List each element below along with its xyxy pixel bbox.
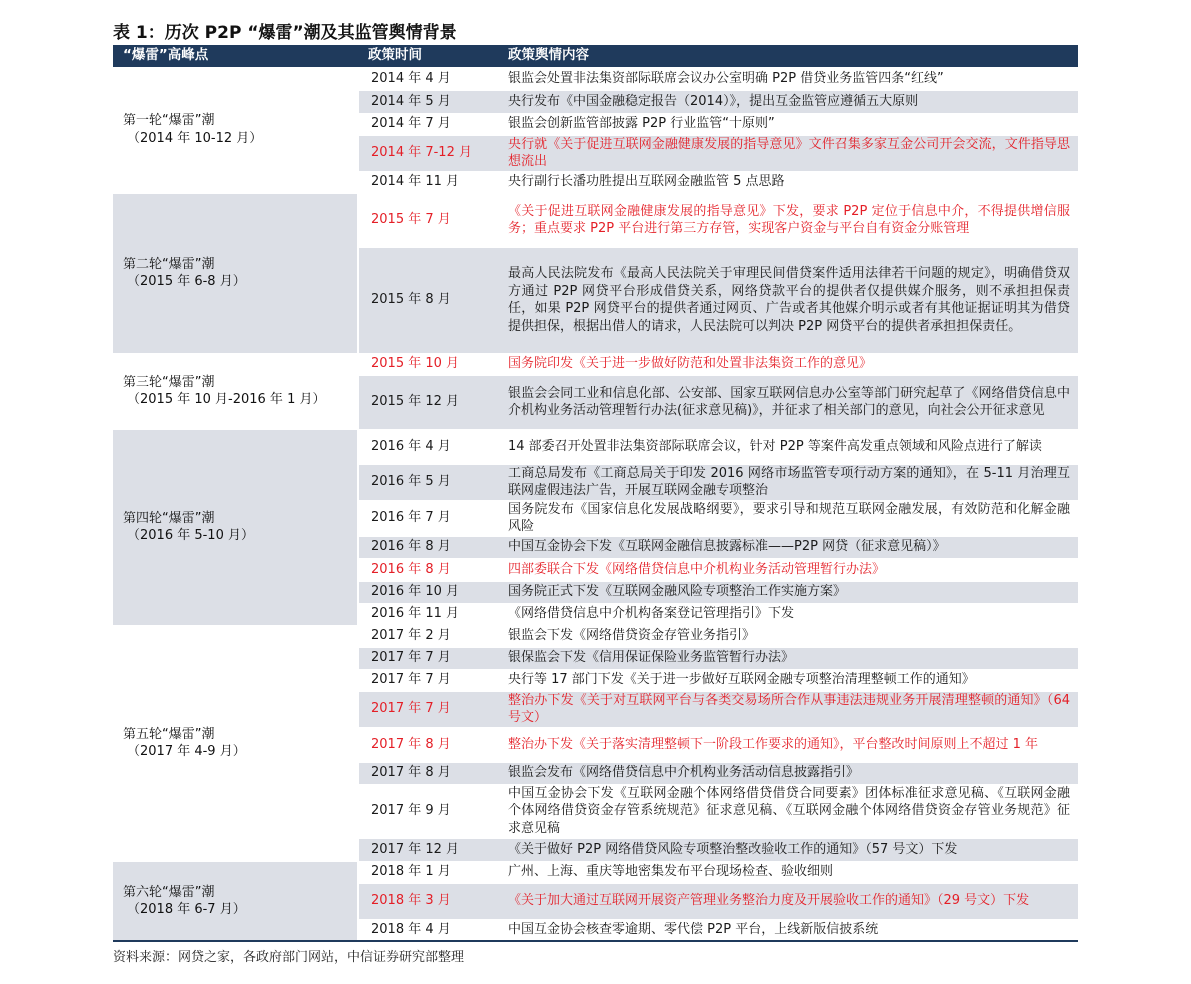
policy-time: 2018 年 1 月: [358, 861, 498, 883]
policy-content: 工商总局发布《工商总局关于印发 2016 网络市场监管专项行动方案的通知》，在 5-11 月治理互联网虚假违法广告，开展互联网金融专项整治: [498, 464, 1078, 500]
policy-time: 2017 年 2 月: [358, 625, 498, 647]
round-cell: [113, 861, 358, 941]
policy-content: 广州、上海、重庆等地密集发布平台现场检查、验收细则: [498, 861, 1078, 883]
policy-content: 整治办下发《关于落实清理整顿下一阶段工作要求的通知》，平台整改时间原则上不超过 1 年: [498, 727, 1078, 762]
round-period: （2017 年 4-9 月）: [127, 744, 246, 759]
policy-content: 整治办下发《关于对互联网平台与各类交易场所合作从事违法违规业务开展清理整顿的通知》（64 号文）: [498, 691, 1078, 727]
round-label: 第一轮“爆雷”潮: [123, 113, 215, 129]
policy-content: 银监会会同工业和信息化部、公安部、国家互联网信息办公室等部门研究起草了《网络借贷信息中介机构业务活动管理暂行办法(征求意见稿)》，并征求了相关部门的意见，向社会公开征求意见: [498, 375, 1078, 429]
policy-time: 2016 年 8 月: [358, 536, 498, 558]
policy-content: 《网络借贷信息中介机构备案登记管理指引》下发: [498, 603, 1078, 625]
bottom-rule: [113, 940, 1078, 942]
table-row: [113, 353, 1078, 375]
policy-time: 2014 年 7 月: [358, 113, 498, 135]
table-body: [113, 67, 1078, 941]
policy-content: 银监会处置非法集资部际联席会议办公室明确 P2P 借贷业务监管四条“红线”: [498, 67, 1078, 90]
policy-content: 国务院正式下发《互联网金融风险专项整治工作实施方案》: [498, 581, 1078, 603]
round-label: 第四轮“爆雷”潮: [123, 510, 215, 526]
policy-time: 2016 年 5 月: [358, 464, 498, 500]
policy-time: 2015 年 12 月: [358, 375, 498, 429]
round-period: （2014 年 10-12 月）: [127, 130, 263, 146]
policy-content: 银保监会下发《信用保证保险业务监管暂行办法》: [498, 647, 1078, 669]
table-header-row: [113, 45, 1078, 67]
policy-content: 央行发布《中国金融稳定报告（2014）》，提出互金监管应遵循五大原则: [498, 90, 1078, 113]
policy-time: 2016 年 7 月: [358, 500, 498, 536]
table-row: [113, 67, 1078, 90]
policy-content: 四部委联合下发《网络借贷信息中介机构业务活动管理暂行办法》: [498, 558, 1078, 581]
policy-time: 2014 年 5 月: [358, 90, 498, 113]
round-label: 第三轮“爆雷”潮: [123, 374, 215, 390]
policy-time: 2017 年 12 月: [358, 838, 498, 861]
policy-time: 2016 年 8 月: [358, 558, 498, 581]
policy-time: 2014 年 7-12 月: [358, 135, 498, 171]
round-cell: [113, 625, 358, 861]
table-title: 表 1：历次 P2P “爆雷”潮及其监管舆情背景: [113, 23, 457, 43]
policy-content: 中国互金协会核查零逾期、零代偿 P2P 平台，上线新版信披系统: [498, 919, 1078, 941]
policy-content: 央行副行长潘功胜提出互联网金融监管 5 点思路: [498, 171, 1078, 193]
round-label: 第二轮“爆雷”潮: [123, 256, 215, 272]
policy-content: 银监会发布《网络借贷信息中介机构业务活动信息披露指引》: [498, 762, 1078, 784]
policy-time: 2017 年 7 月: [358, 691, 498, 727]
policy-time: 2017 年 7 月: [358, 647, 498, 669]
policy-time: 2014 年 4 月: [358, 67, 498, 90]
policy-time: 2014 年 11 月: [358, 171, 498, 193]
policy-content: 银监会创新监管部披露 P2P 行业监管“十原则”: [498, 113, 1078, 135]
table-row: [113, 625, 1078, 647]
round-period: （2015 年 10 月-2016 年 1 月）: [127, 392, 326, 407]
policy-time: 2017 年 8 月: [358, 762, 498, 784]
policy-content: 央行等 17 部门下发《关于进一步做好互联网金融专项整治清理整顿工作的通知》: [498, 669, 1078, 691]
round-cell: [113, 353, 358, 429]
policy-time: 2015 年 10 月: [358, 353, 498, 375]
policy-content: 银监会下发《网络借贷资金存管业务指引》: [498, 625, 1078, 647]
policy-content: 《关于加大通过互联网开展资产管理业务整治力度及开展验收工作的通知》（29 号文）下发: [498, 883, 1078, 919]
policy-time: 2016 年 11 月: [358, 603, 498, 625]
round-period: （2016 年 5-10 月）: [127, 528, 254, 543]
round-cell: [113, 67, 358, 193]
policy-time: 2017 年 8 月: [358, 727, 498, 762]
policy-content: 《关于做好 P2P 网络借贷风险专项整治整改验收工作的通知》（57 号文）下发: [498, 838, 1078, 861]
table-row: [113, 193, 1078, 247]
policy-time: 2017 年 7 月: [358, 669, 498, 691]
table-row: [113, 429, 1078, 464]
policy-content: 央行就《关于促进互联网金融健康发展的指导意见》文件召集多家互金公司开会交流，文件指导思想流出: [498, 135, 1078, 171]
policy-content: 国务院发布《国家信息化发展战略纲要》，要求引导和规范互联网金融发展，有效防范和化解金融风险: [498, 500, 1078, 536]
policy-content: 国务院印发《关于进一步做好防范和处置非法集资工作的意见》: [498, 353, 1078, 375]
round-label: 第五轮“爆雷”潮: [123, 726, 215, 742]
policy-time: 2016 年 10 月: [358, 581, 498, 603]
policy-time: 2015 年 8 月: [358, 247, 498, 353]
policy-time: 2016 年 4 月: [358, 429, 498, 464]
round-period: （2018 年 6-7 月）: [127, 902, 246, 917]
round-cell: [113, 429, 358, 625]
policy-content: 中国互金协会下发《互联网金融个体网络借贷借贷合同要素》团体标准征求意见稿、《互联网金融个体网络借贷资金存管系统规范》征求意见稿、《互联网金融个体网络借贷资金存管业务规范》征求意见稿: [498, 784, 1078, 838]
policy-table: [113, 45, 1078, 942]
source-note: 资料来源：网贷之家，各政府部门网站，中信证券研究部整理: [113, 950, 465, 965]
policy-time: 2018 年 4 月: [358, 919, 498, 941]
policy-content: 最高人民法院发布《最高人民法院关于审理民间借贷案件适用法律若干问题的规定》，明确借贷双方通过 P2P 网贷平台形成借贷关系，网络贷款平台的提供者仅提供媒介服务，则不承担担保责任，如果 P2P 网贷平台的提供者通过网页、广告或者其他媒介明示或者有其他证据证明其为借贷提供担保，根据出借人的请求，人民法院可以判决 P2P 网贷平台的提供者承担担保责任。: [498, 247, 1078, 353]
round-period: （2015 年 6-8 月）: [127, 274, 246, 289]
policy-time: 2018 年 3 月: [358, 883, 498, 919]
policy-content: 14 部委召开处置非法集资部际联席会议，针对 P2P 等案件高发重点领域和风险点进行了解读: [498, 429, 1078, 464]
header-policy-time: 政策时间: [358, 45, 498, 67]
policy-content: 中国互金协会下发《互联网金融信息披露标准——P2P 网贷（征求意见稿）》: [498, 536, 1078, 558]
policy-time: 2017 年 9 月: [358, 784, 498, 838]
table-row: [113, 861, 1078, 883]
policy-time: 2015 年 7 月: [358, 193, 498, 247]
header-policy-content: 政策舆情内容: [498, 45, 1078, 67]
header-peak: “爆雷”高峰点: [113, 45, 358, 67]
round-label: 第六轮“爆雷”潮: [123, 884, 215, 900]
policy-content: 《关于促进互联网金融健康发展的指导意见》下发，要求 P2P 定位于信息中介，不得提供增信服务；重点要求 P2P 平台进行第三方存管，实现客户资金与平台自有资金分账管理: [498, 193, 1078, 247]
round-cell: [113, 193, 358, 353]
